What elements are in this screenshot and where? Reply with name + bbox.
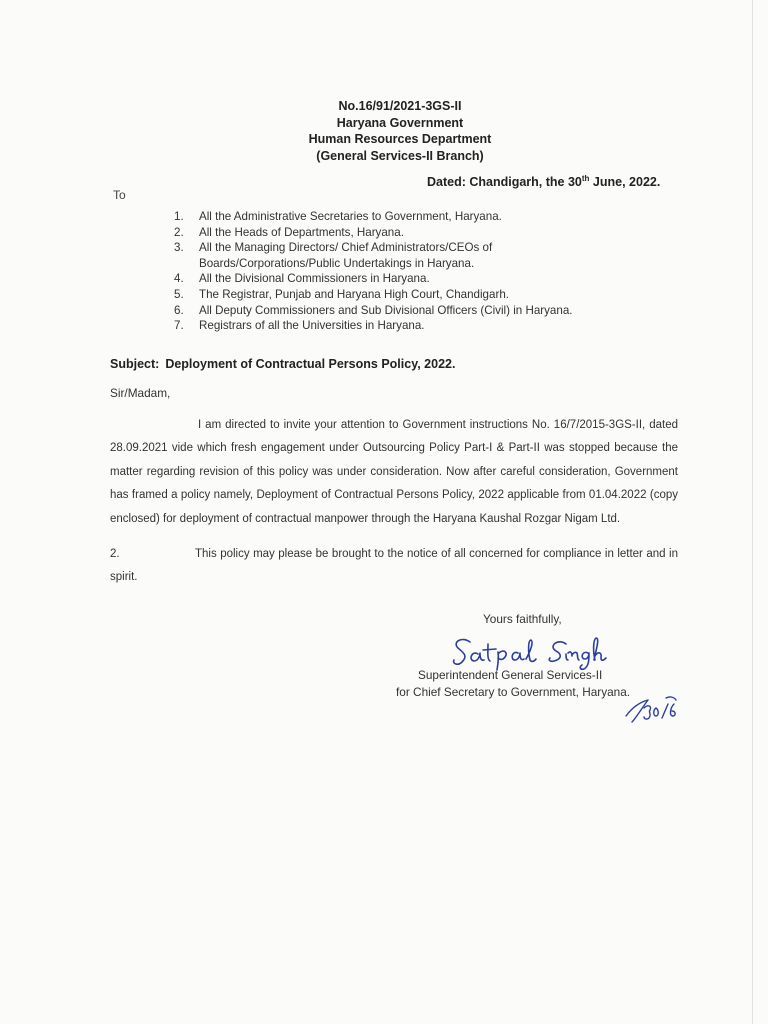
recipient-text: All the Administrative Secretaries to Government, Haryana. [199, 210, 502, 223]
handwritten-signature [448, 632, 638, 672]
paragraph-number: 2. [110, 548, 120, 560]
recipient-item [174, 271, 669, 287]
recipient-number: 7. [174, 319, 184, 333]
recipient-number: 3. [174, 241, 184, 255]
to-label: To [113, 188, 126, 202]
salutation: Sir/Madam, [110, 386, 171, 400]
recipient-number: 2. [174, 225, 184, 239]
recipient-item [174, 303, 669, 319]
closing-text: Yours faithfully, [483, 612, 562, 626]
recipient-text: All the Managing Directors/ Chief Administrators/CEOs of Boards/Corporations/Public Undertakings in Haryana. [199, 241, 493, 270]
recipient-text: Registrars of all the Universities in Haryana. [199, 319, 425, 333]
subject-label: Subject: [110, 357, 160, 371]
recipient-item [174, 287, 669, 303]
recipient-number: 4. [174, 272, 184, 286]
subject-line [110, 357, 455, 371]
recipient-list [174, 209, 669, 334]
paragraph-text: This policy may please be brought to the notice of all concerned for compliance in letter and in spirit. [110, 548, 678, 584]
government-name: Haryana Government [336, 115, 464, 130]
recipient-text: All the Divisional Commissioners in Haryana. [199, 272, 430, 286]
recipient-number: 5. [174, 287, 184, 301]
branch-name: (General Services-II Branch) [316, 148, 484, 163]
letter-number: No.16/91/2021-3GS-II [338, 99, 462, 113]
date-prefix: Dated: Chandigarh, the 30 [427, 175, 582, 190]
recipient-text: The Registrar, Punjab and Haryana High Court, Chandigarh. [199, 287, 509, 301]
date-line [427, 174, 660, 189]
subject-text: Deployment of Contractual Persons Policy, 2022. [165, 357, 456, 371]
signatory-for-line: for Chief Secretary to Government, Haryana. [396, 685, 631, 699]
body-paragraph-2 [110, 543, 678, 590]
recipient-item [174, 240, 669, 271]
recipient-text: All Deputy Commissioners and Sub Divisional Officers (Civil) in Haryana. [199, 303, 573, 317]
recipient-item [174, 209, 669, 225]
date-rest: June, 2022. [589, 175, 661, 190]
signatory-designation: Superintendent General Services-II [418, 668, 603, 682]
department-name: Human Resources Department [308, 132, 492, 146]
date-suffix: th [581, 174, 590, 183]
recipient-text: All the Heads of Departments, Haryana. [199, 225, 404, 239]
page-edge-line [752, 0, 753, 1024]
handwritten-initials [622, 688, 682, 728]
letter-header [250, 98, 550, 164]
recipient-number: 6. [174, 303, 184, 317]
body-paragraph-1: I am directed to invite your attention to Government instructions No. 16/7/2015-3GS-II, dated 28.09.2021 vide which fresh engagement under Outsourcing Policy Part-I & Part-II was stopped because the matter regarding revision of this policy was under consideration. Now after careful consideration, Government has framed a policy namely, Deployment of Contractual Persons Policy, 2022 applicable from 01.04.2022 (copy enclosed) for deployment of contractual manpower through the Haryana Kaushal Rozgar Nigam Ltd. [110, 419, 678, 525]
recipient-number: 1. [174, 210, 184, 223]
recipient-item [174, 318, 669, 334]
recipient-item [174, 225, 669, 241]
